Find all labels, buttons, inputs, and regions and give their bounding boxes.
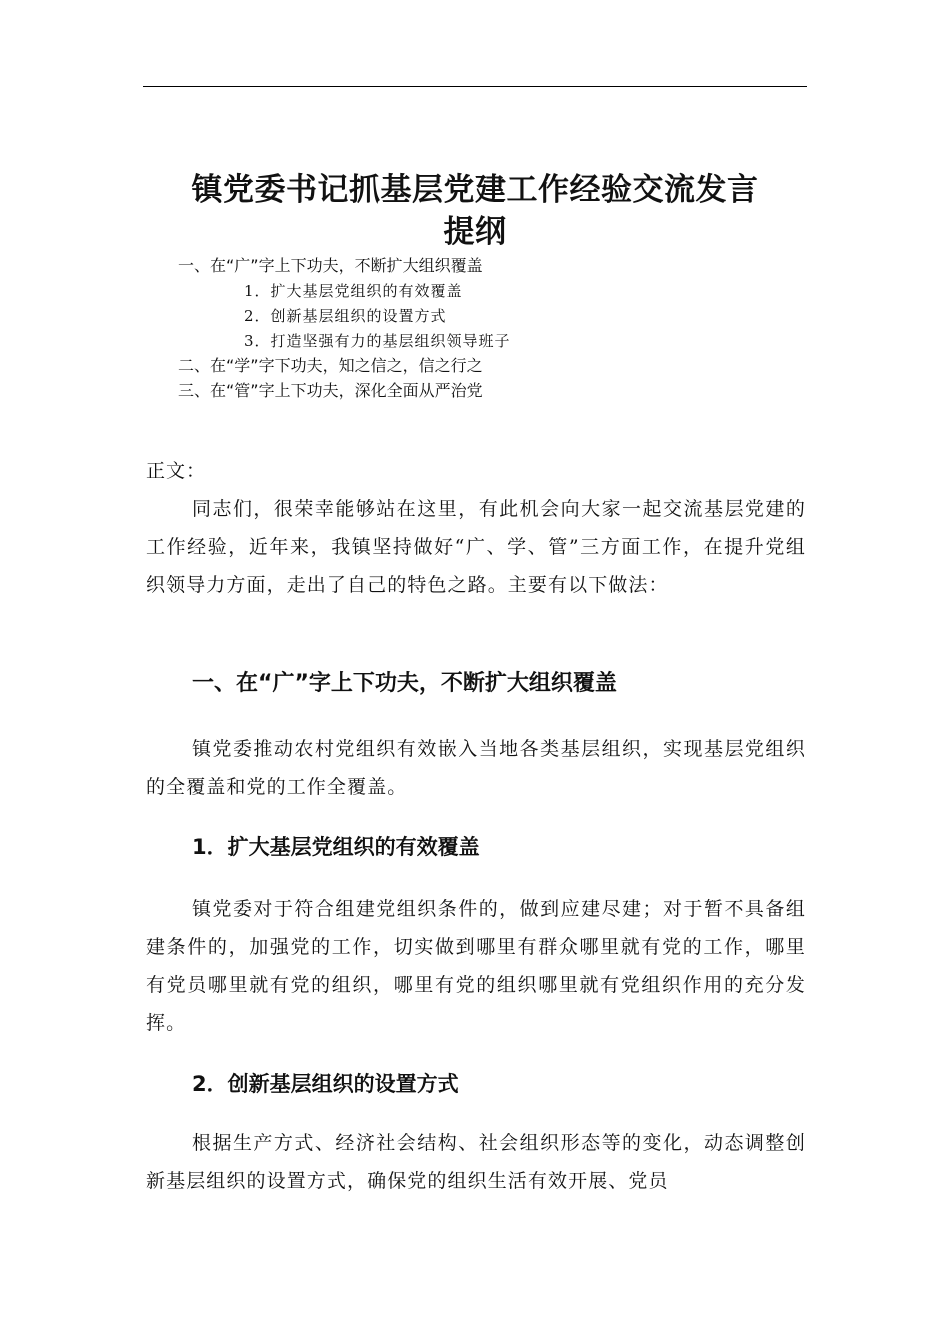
header-rule xyxy=(143,86,807,87)
subsection-heading-2: 2．创新基层组织的设置方式 xyxy=(192,1072,459,1096)
body-label: 正文： xyxy=(146,460,207,482)
sub2-paragraph: 根据生产方式、经济社会结构、社会组织形态等的变化，动态调整创新基层组织的设置方式，确保党的组织生活有效开展、党员 xyxy=(146,1132,806,1192)
outline-item-3: 三、在“管”字上下功夫，深化全面从严治党 xyxy=(178,381,483,400)
section-heading-1: 一、在“广”字上下功夫，不断扩大组织覆盖 xyxy=(192,671,617,696)
subsection-heading-1: 1．扩大基层党组织的有效覆盖 xyxy=(192,835,480,859)
outline-subitem-3: 3．打造坚强有力的基层组织领导班子 xyxy=(244,332,511,350)
outline-item-2: 二、在“学”字下功夫，知之信之，信之行之 xyxy=(178,356,483,375)
document-title: 镇党委书记抓基层党建工作经验交流发言 xyxy=(191,172,759,208)
sub1-paragraph: 镇党委对于符合组建党组织条件的，做到应建尽建；对于暂不具备组建条件的，加强党的工作，切实做到哪里有群众哪里就有党的工作，哪里有党员哪里就有党的组织，哪里有党的组织哪里就有党组织作用的充分发挥。 xyxy=(146,898,806,1034)
document-title-line2: 提纲 xyxy=(443,214,507,250)
intro-paragraph: 同志们，很荣幸能够站在这里，有此机会向大家一起交流基层党建的工作经验，近年来，我镇坚持做好“广、学、管”三方面工作，在提升党组织领导力方面，走出了自己的特色之路。主要有以下做法： xyxy=(146,498,806,596)
outline-subitem-1: 1．扩大基层党组织的有效覆盖 xyxy=(244,282,463,300)
outline-subitem-2: 2．创新基层组织的设置方式 xyxy=(244,307,447,325)
outline-item-1: 一、在“广”字上下功夫，不断扩大组织覆盖 xyxy=(178,256,483,275)
section1-paragraph: 镇党委推动农村党组织有效嵌入当地各类基层组织，实现基层党组织的全覆盖和党的工作全覆盖。 xyxy=(146,738,806,798)
